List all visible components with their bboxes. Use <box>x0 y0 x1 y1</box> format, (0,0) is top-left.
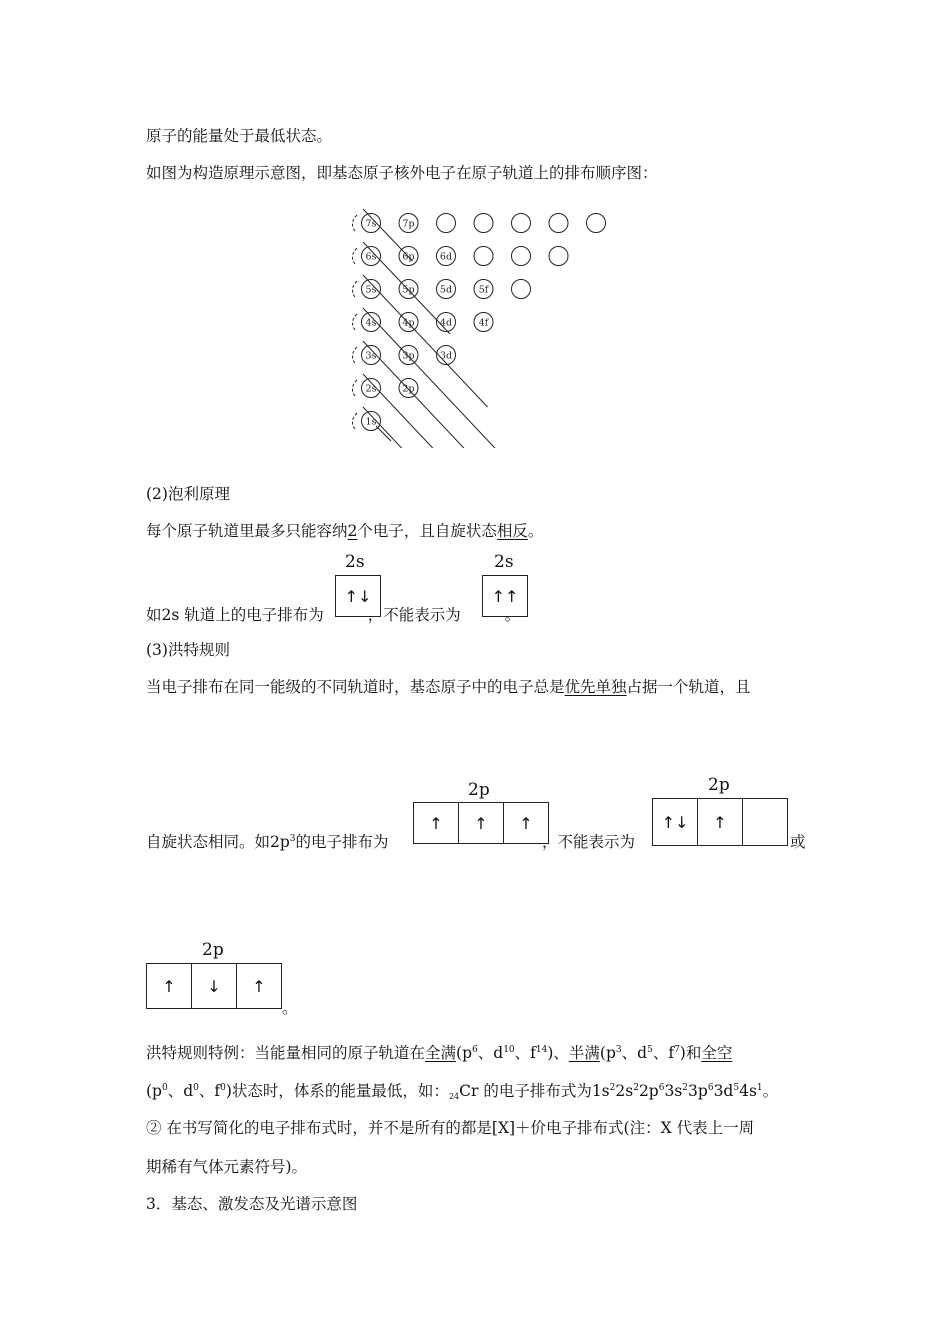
text-line: 原子的能量处于最低状态。 <box>146 127 333 145</box>
dashed-connector <box>352 215 357 231</box>
orbital-label-2p: 2p <box>202 940 224 960</box>
orbital-label: 7s <box>365 218 377 230</box>
orbital-box-2s-correct <box>335 575 381 617</box>
orbital-label: 4d <box>439 317 453 329</box>
hund-priority: 优先单独 <box>564 678 627 696</box>
text-line: 如图为构造原理示意图，即基态原子核外电子在原子轨道上的排布顺序图： <box>146 164 658 182</box>
pauli-heading: (2)泡利原理 <box>146 485 230 503</box>
hund-example-cont: ，不能表示为 <box>542 833 636 851</box>
empty-orbital-circle <box>512 247 531 266</box>
orbital-label: 6d <box>439 251 453 263</box>
orbital-label: 7p <box>402 218 415 230</box>
hund-example-or: 或 <box>790 833 806 851</box>
orbital-cell <box>483 576 527 616</box>
orbital-label-2s: 2s <box>494 552 514 572</box>
orbital-label: 2s <box>365 383 377 395</box>
orbital-cell: ↑ <box>698 799 743 845</box>
orbital-label: 6p <box>402 251 415 263</box>
dashed-connector <box>352 347 357 363</box>
dashed-connector <box>352 248 357 264</box>
orbital-cell: ↑↓ <box>653 799 698 845</box>
hund-heading: (3)洪特规则 <box>146 641 230 659</box>
orbital-label: 3p <box>402 350 415 362</box>
pauli-example: 如2s 轨道上的电子排布为 ，不能表示为 。 <box>146 606 521 624</box>
empty-orbital-circle <box>512 280 531 299</box>
orbital-cell: ↑ <box>414 803 459 843</box>
dashed-connector <box>352 380 357 396</box>
orbital-cell: ↑ <box>147 964 192 1008</box>
orbital-cell: ↑ <box>519 813 533 833</box>
orbital-label: 5s <box>365 284 377 296</box>
hund-rule: 当电子排布在同一能级的不同轨道时，基态原子中的电子总是优先单独占据一个轨道，且 <box>146 678 751 696</box>
orbital-box-2p-wrong1 <box>652 798 788 846</box>
spin-arrows: ↑↑ <box>491 586 519 606</box>
orbital-cell <box>743 799 787 845</box>
orbital-box-2p-correct <box>413 802 549 844</box>
orbital-label: 3s <box>365 350 377 362</box>
hund-special-line2: ($p^0$、$d^0$、$f^0$)状态时，体系的能量最低，如：$_{24}$Cr 的电子排布式为$1s^22s^22p^63s^23p^63d^54s^1$。 <box>146 1082 779 1101</box>
pauli-rule: 每个原子轨道里最多只能容纳2个电子，且自旋状态相反。 <box>146 522 544 540</box>
section-heading: 3．基态、激发态及光谱示意图 <box>146 1195 358 1213</box>
pauli-number: 2 <box>347 522 358 540</box>
orbital-cell: ↑ <box>459 803 504 843</box>
hund-special-line1: 洪特规则特例：当能量相同的原子轨道在全满($p^6$、$d^{10}$、$f^{14}$)、半满($p^3$、$d^5$、$f^7$)和全空 <box>146 1044 733 1062</box>
note-line1: ② 在书写简化的电子排布式时，并不是所有的都是[X]＋价电子排布式(注：X 代表上一周 <box>146 1119 755 1137</box>
period: 。 <box>282 999 298 1017</box>
orbital-box-2p-wrong2 <box>146 963 282 1009</box>
empty-orbital-circle <box>512 214 531 233</box>
empty-orbital-circle <box>474 214 493 233</box>
orbital-label: 2p <box>402 383 415 395</box>
orbital-label: 1s <box>365 416 377 428</box>
aufbau-diagram <box>340 198 640 448</box>
orbital-label: 4s <box>365 317 377 329</box>
orbital-box-2s-wrong <box>482 575 528 617</box>
hund-example: 自旋状态相同。如$2p^3$的电子排布为 <box>146 833 389 851</box>
orbital-label-2p: 2p <box>468 780 490 800</box>
orbital-label-2s: 2s <box>345 552 365 572</box>
note-line2: 期稀有气体元素符号)。 <box>146 1158 308 1176</box>
dashed-connector <box>352 281 357 297</box>
orbital-label: 5f <box>478 284 489 296</box>
orbital-label: 6s <box>365 251 377 263</box>
pauli-opposite: 相反 <box>496 522 528 540</box>
orbital-cell: ↓ <box>192 964 237 1008</box>
orbital-label-2p: 2p <box>708 775 730 795</box>
empty-orbital-circle <box>474 247 493 266</box>
orbital-label: 4f <box>478 317 489 329</box>
orbital-label: 4p <box>402 317 415 329</box>
orbital-label: 3d <box>439 350 453 362</box>
spin-arrows: ↑↓ <box>344 586 372 606</box>
empty-orbital-circle <box>549 214 568 233</box>
orbital-cell <box>336 576 380 616</box>
empty-orbital-circle <box>437 214 456 233</box>
orbital-label: 5d <box>439 284 453 296</box>
dashed-connector <box>352 314 357 330</box>
empty-orbital-circle <box>549 247 568 266</box>
empty-orbital-circle <box>587 214 606 233</box>
orbital-label: 5p <box>402 284 415 296</box>
filling-order-arrow <box>363 275 488 407</box>
orbital-cell: ↑ <box>252 976 266 996</box>
dashed-connector <box>352 413 357 429</box>
